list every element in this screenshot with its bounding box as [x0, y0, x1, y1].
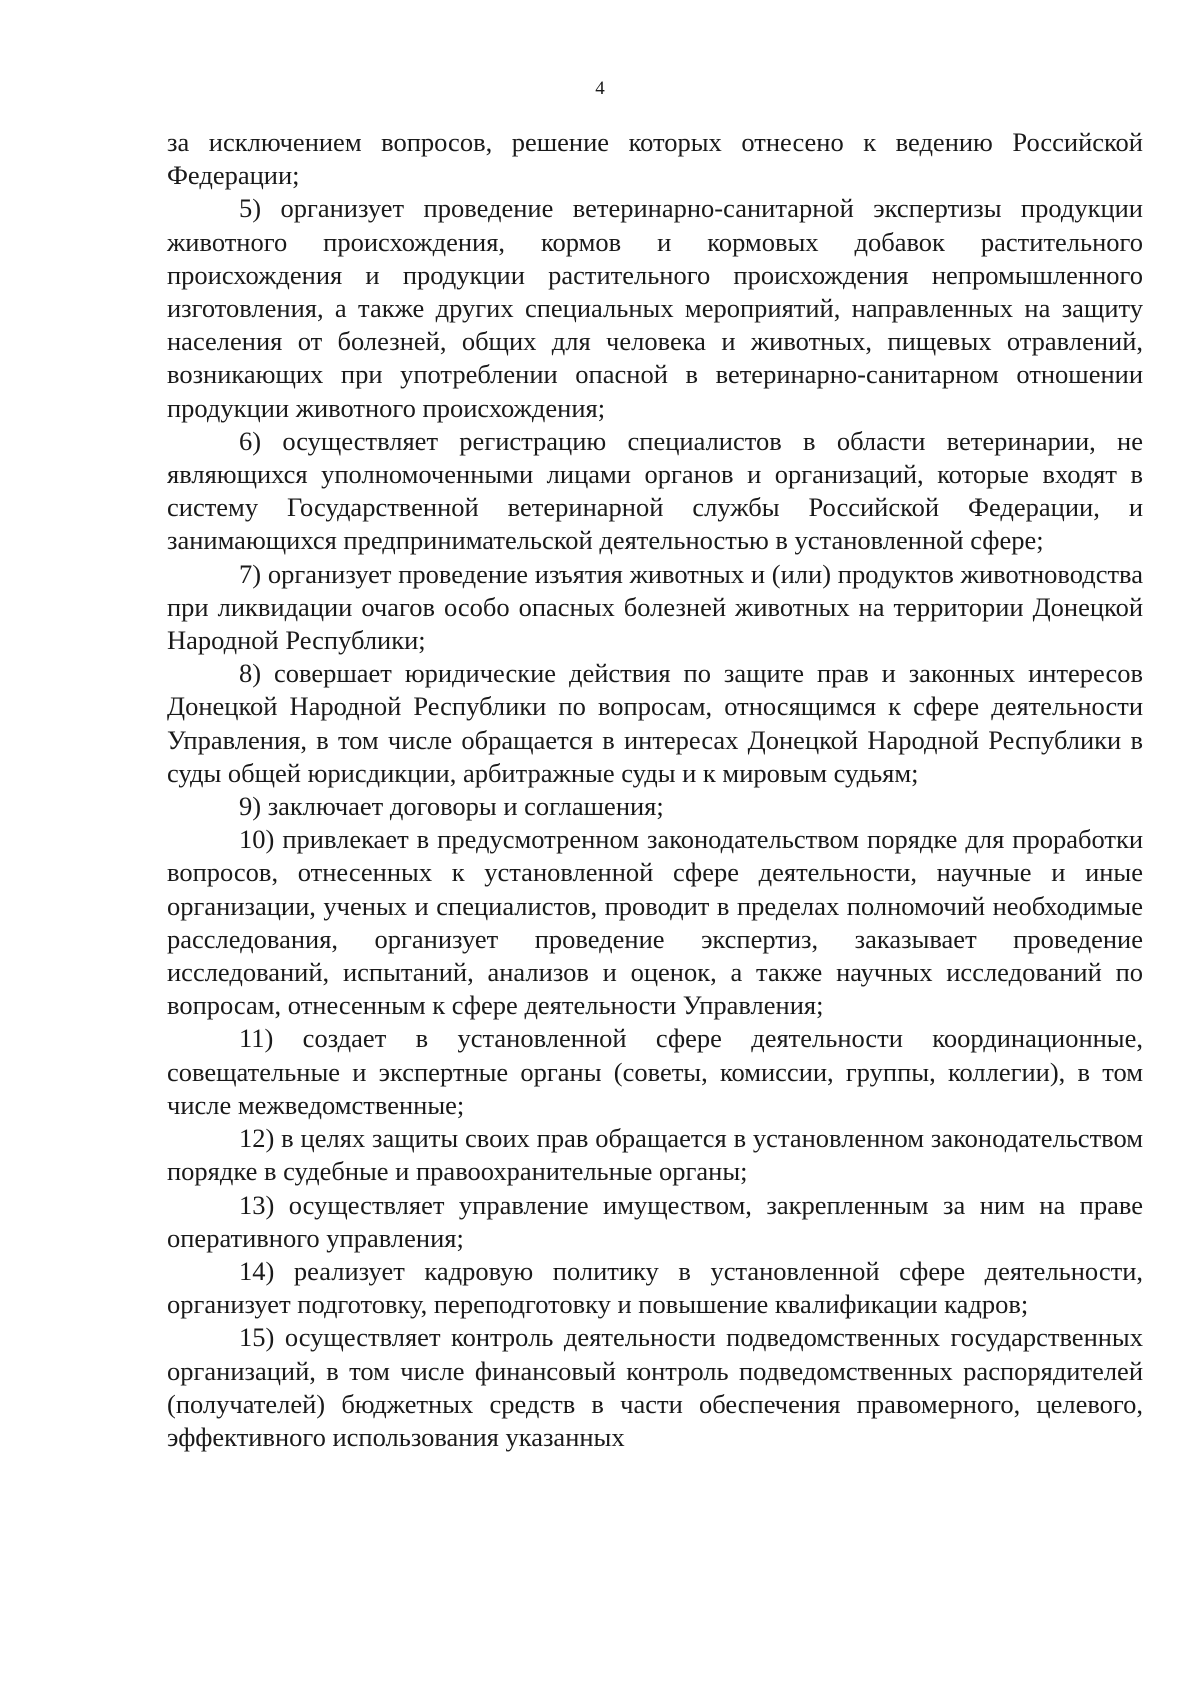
list-item-14: 14) реализует кадровую политику в установленной сфере деятельности, организует подготовку, переподготовку и повышение квалификации кадров; — [167, 1255, 1143, 1320]
list-item-15: 15) осуществляет контроль деятельности подведомственных государственных организаций, в том числе финансовый контроль подведомственных распорядителей (получателей) бюджетных средств в части обеспечения правомерного, целевого, эффективного использования указанных — [167, 1322, 1143, 1452]
list-item-11: 11) создает в установленной сфере деятельности координационные, совещательные и экспертные органы (советы, комиссии, группы, коллегии), в том числе межведомственные; — [167, 1023, 1143, 1120]
list-item-7: 7) организует проведение изъятия животных и (или) продуктов животноводства при ликвидации очагов особо опасных болезней животных на территории Донецкой Народной Республики; — [167, 558, 1143, 656]
list-item-8: 8) совершает юридические действия по защите прав и законных интересов Донецкой Народной Республики по вопросам, относящимся к сфере деятельности Управления, в том числе обращается в интересах Донецкой Народной Республики в суды общей юрисдикции, арбитражные суды и к мировым судьям; — [167, 658, 1143, 788]
list-item-13: 13) осуществляет управление имуществом, закрепленным за ним на праве оперативного управления; — [167, 1189, 1143, 1253]
list-item-12: 12) в целях защиты своих прав обращается в установленном законодательством порядке в судебные и правоохранительные органы; — [167, 1123, 1143, 1187]
document-body — [167, 126, 1143, 1454]
list-item-5: 5) организует проведение ветеринарно-санитарной экспертизы продукции животного происхождения, кормов и кормовых добавок растительного происхождения и продукции растительного происхождения непромышленного изготовления, а также других специальных мероприятий, направленных на защиту населения от болезней, общих для человека и животных, пищевых отравлений, возникающих при употреблении опасной в ветеринарно-санитарном отношении продукции животного происхождения; — [167, 193, 1143, 423]
page-number: 4 — [595, 78, 605, 99]
list-item-6: 6) осуществляет регистрацию специалистов в области ветеринарии, не являющихся уполномоченными лицами органов и организаций, которые входят в систему Государственной ветеринарной службы Российской Федерации, и занимающихся предпринимательской деятельностью в установленной сфере; — [167, 425, 1143, 556]
list-item-10: 10) привлекает в предусмотренном законодательством порядке для проработки вопросов, отнесенных к установленной сфере деятельности, научные и иные организации, ученых и специалистов, проводит в пределах полномочий необходимые расследования, организует проведение экспертиз, заказывает проведение исследований, испытаний, анализов и оценок, а также научных исследований по вопросам, отнесенным к сфере деятельности Управления; — [167, 824, 1143, 1021]
paragraph-continuation: за исключением вопросов, решение которых отнесено к ведению Российской Федерации; — [167, 127, 1143, 191]
list-item-9: 9) заключает договоры и соглашения; — [239, 791, 664, 822]
